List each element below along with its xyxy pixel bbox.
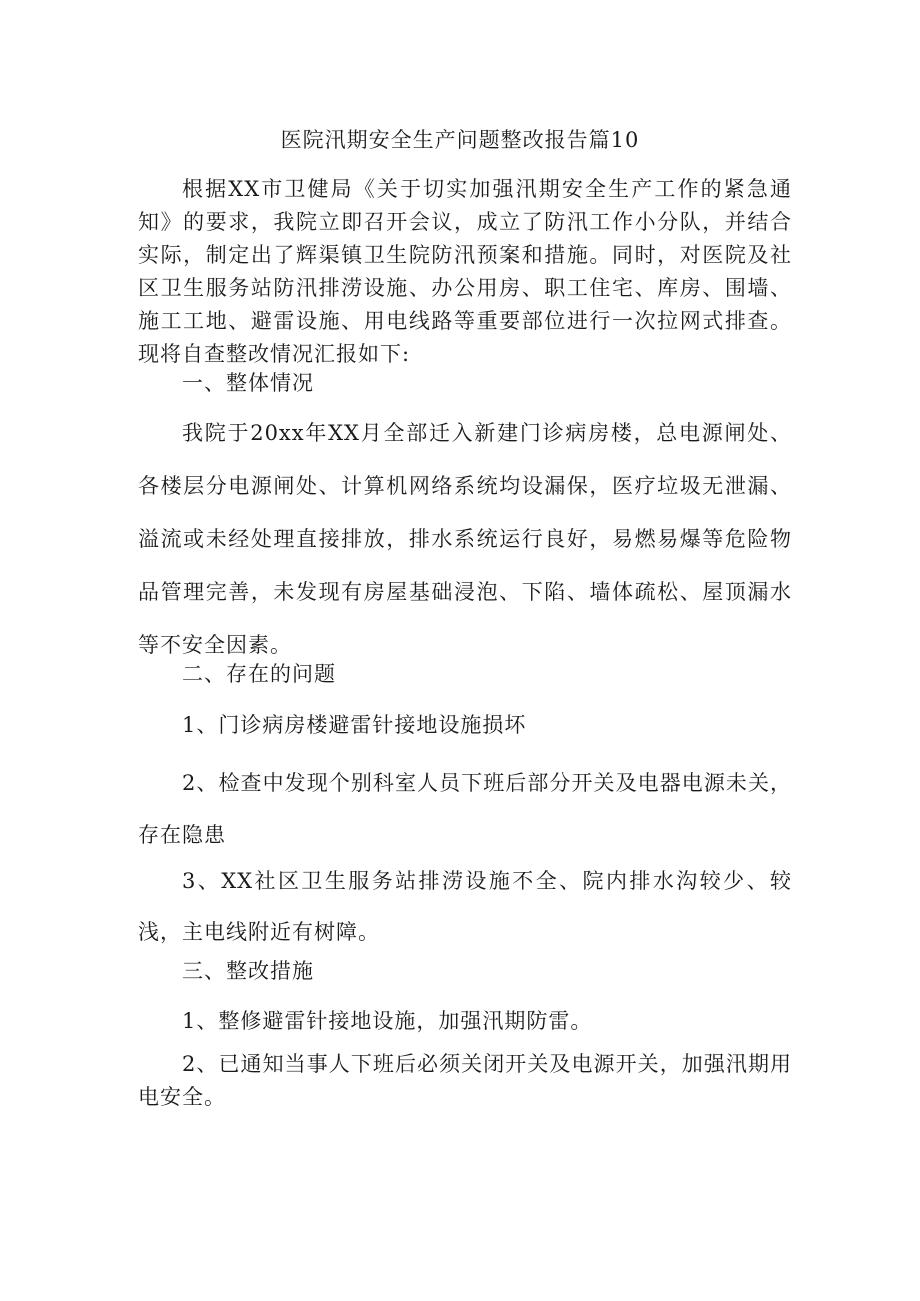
problem-item-1: 1、门诊病房楼避雷针接地设施损坏 xyxy=(182,713,527,737)
problem-item-3: 3、XX社区卫生服务站排涝设施不全、院内排水沟较少、较浅，主电线附近有树障。 xyxy=(138,869,792,944)
measure-item-1: 1、整修避雷针接地设施，加强汛期防雷。 xyxy=(182,1009,593,1033)
problem-item-2: 2、检查中发现个别科室人员下班后部分开关及电器电源未关，存在隐患 xyxy=(138,771,792,847)
intro-paragraph: 根据XX市卫健局《关于切实加强汛期安全生产工作的紧急通知》的要求，我院立即召开会议，成立了防汛工作小分队，并结合实际，制定出了辉渠镇卫生院防汛预案和措施。同时，对医院及社区卫生服务站防汛排涝设施、办公用房、职工住宅、库房、围墙、施工工地、避雷设施、用电线路等重要部位进行一次拉网式排查。现将自查整改情况汇报如下: xyxy=(138,177,792,366)
document-title: 医院汛期安全生产问题整改报告篇10 xyxy=(280,128,640,152)
section-heading-problems: 二、存在的问题 xyxy=(182,662,336,686)
overview-paragraph: 我院于20xx年XX月全部迁入新建门诊病房楼，总电源闸处、各楼层分电源闸处、计算机网络系统均设漏保，医疗垃圾无泄漏、溢流或未经处理直接排放，排水系统运行良好，易燃易爆等危险物品管理完善，未发现有房屋基础浸泡、下陷、墙体疏松、屋顶漏水等不安全因素。 xyxy=(138,421,792,657)
section-heading-overview: 一、整体情况 xyxy=(182,371,314,395)
measure-item-2: 2、已通知当事人下班后必须关闭开关及电源开关，加强汛期用电安全。 xyxy=(138,1052,792,1109)
section-heading-measures: 三、整改措施 xyxy=(182,959,314,983)
